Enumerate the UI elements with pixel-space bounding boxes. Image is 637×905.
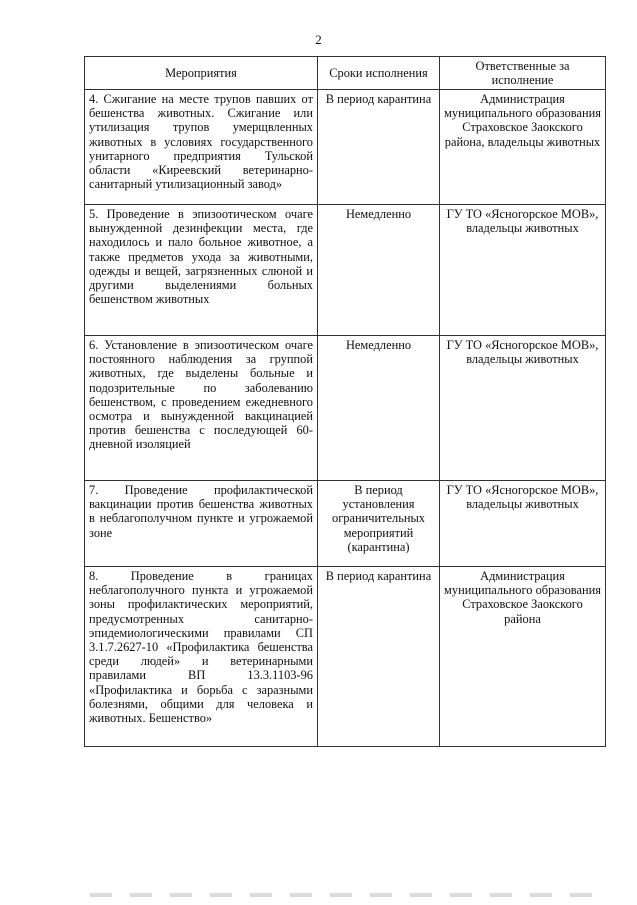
page-number: 2 <box>315 32 322 47</box>
deadline-cell: В период карантина <box>318 90 440 205</box>
responsible-cell: ГУ ТО «Ясногорское МОВ», владельцы животных <box>440 336 606 481</box>
deadline-cell: Немедленно <box>318 336 440 481</box>
scan-artifact <box>90 893 610 897</box>
responsible-cell: ГУ ТО «Ясногорское МОВ», владельцы животных <box>440 205 606 336</box>
responsible-cell: ГУ ТО «Ясногорское МОВ», владельцы животных <box>440 481 606 567</box>
measure-cell: 5. Проведение в эпизоотическом очаге вынужденной дезинфекции места, где находилось и пало больное животное, а также предметов ухода за животными, одежды и вещей, загрязненных слюной и другими выделениями больных бешенством животных <box>85 205 318 336</box>
measure-cell: 8. Проведение в границах неблагополучного пункта и угрожаемой зоны профилактических мероприятий, предусмотренных санитарно-эпидемиологическими правилами СП 3.1.7.2627-10 «Профилактика бешенства среди людей» и ветеринарными правилами ВП 13.3.1103-96 «Профилактика и борьба с заразными болезнями, общими для человека и животных. Бешенство» <box>85 567 318 747</box>
responsible-cell: Администрация муниципального образования Страховское Заокского района <box>440 567 606 747</box>
deadline-cell: В период карантина <box>318 567 440 747</box>
header-deadlines: Сроки исполнения <box>318 57 440 90</box>
measure-cell: 4. Сжигание на месте трупов павших от бешенства животных. Сжигание или утилизация трупов умерщвленных животных в условиях государственного унитарного предприятия Тульской области «Киреевский ветеринарно-санитарный утилизационный завод» <box>85 90 318 205</box>
deadline-cell: Немедленно <box>318 205 440 336</box>
header-responsible: Ответственные за исполнение <box>440 57 606 90</box>
table-row <box>85 336 606 481</box>
table-row <box>85 205 606 336</box>
header-measures: Мероприятия <box>85 57 318 90</box>
table-header-row <box>85 57 606 90</box>
measures-table <box>84 56 606 747</box>
table-row <box>85 90 606 205</box>
measure-cell: 6. Установление в эпизоотическом очаге постоянного наблюдения за группой животных, где выделены больные и подозрительные по заболеванию бешенством, с проведением ежедневного осмотра и вынужденной вакцинацией против бешенства с последующей 60-дневной изоляцией <box>85 336 318 481</box>
deadline-cell: В период установления ограничительных мероприятий (карантина) <box>318 481 440 567</box>
measure-cell: 7. Проведение профилактической вакцинации против бешенства животных в неблагополучном пункте и угрожаемой зоне <box>85 481 318 567</box>
responsible-cell: Администрация муниципального образования Страховское Заокского района, владельцы животных <box>440 90 606 205</box>
table-row <box>85 481 606 567</box>
table-row <box>85 567 606 747</box>
